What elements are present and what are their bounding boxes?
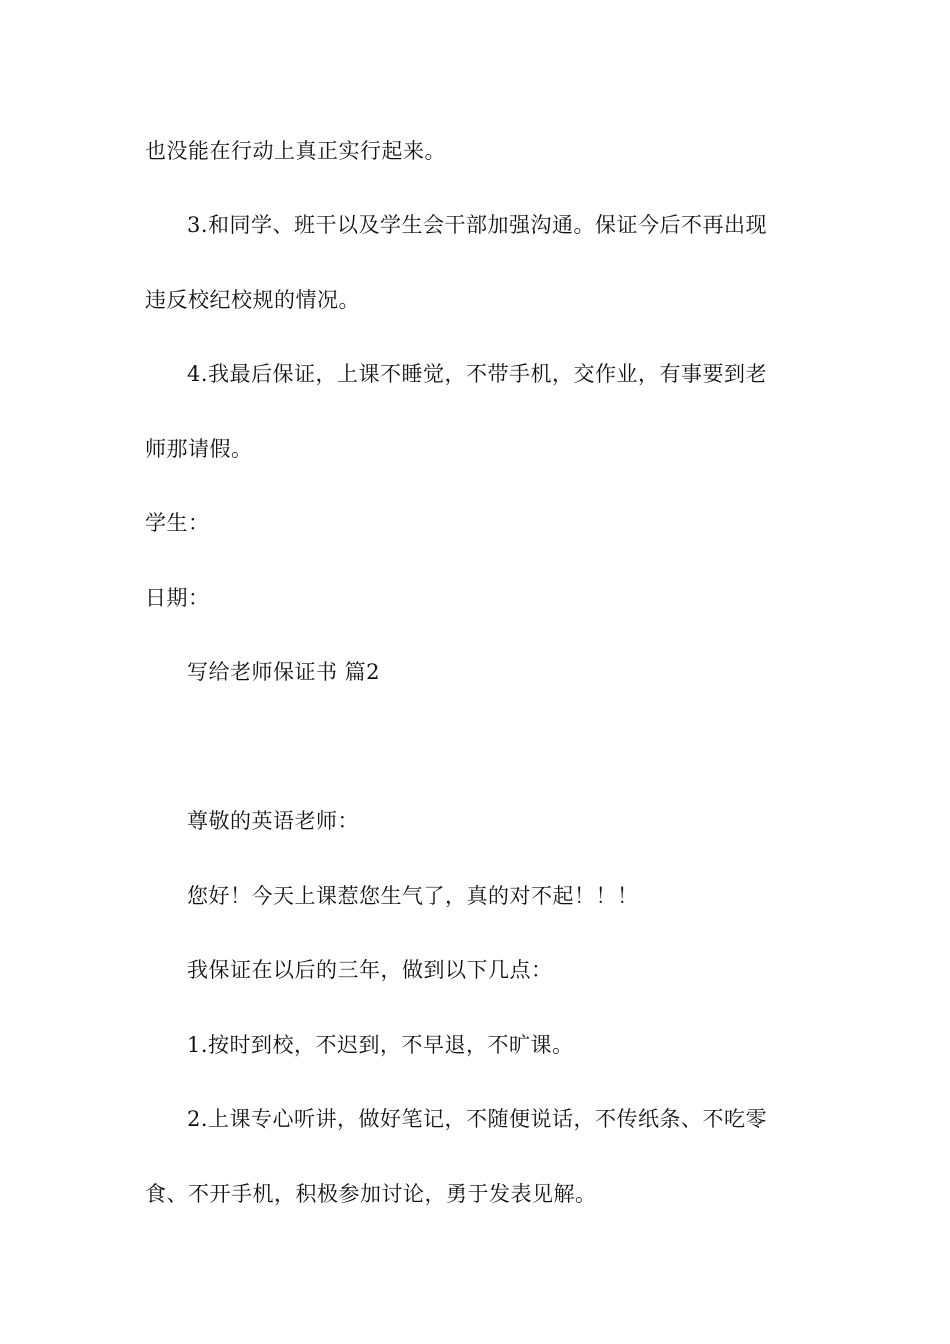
paragraph-line: 也没能在行动上真正实行起来。 [145,139,446,163]
paragraph-line: 食、不开手机，积极参加讨论，勇于发表见解。 [145,1182,597,1206]
paragraph-line: 我保证在以后的三年，做到以下几点： [187,958,553,982]
paragraph-line: 您好！今天上课惹您生气了，真的对不起！！！ [187,884,639,908]
paragraph-line: 违反校纪校规的情况。 [145,288,360,312]
list-item-1: 1.按时到校，不迟到，不早退，不旷课。 [187,1033,574,1057]
list-item-3: 3.和同学、班干以及学生会干部加强沟通。保证今后不再出现 [187,213,768,237]
student-label: 学生： [145,511,210,535]
list-item-4: 4.我最后保证，上课不睡觉，不带手机，交作业，有事要到老 [187,362,768,386]
date-label: 日期： [145,586,210,610]
salutation: 尊敬的英语老师： [187,809,359,833]
section-title: 写给老师保证书 篇2 [187,660,381,684]
list-item-2: 2.上课专心听讲，做好笔记，不随便说话，不传纸条、不吃零 [187,1107,768,1131]
paragraph-line: 师那请假。 [145,437,253,461]
